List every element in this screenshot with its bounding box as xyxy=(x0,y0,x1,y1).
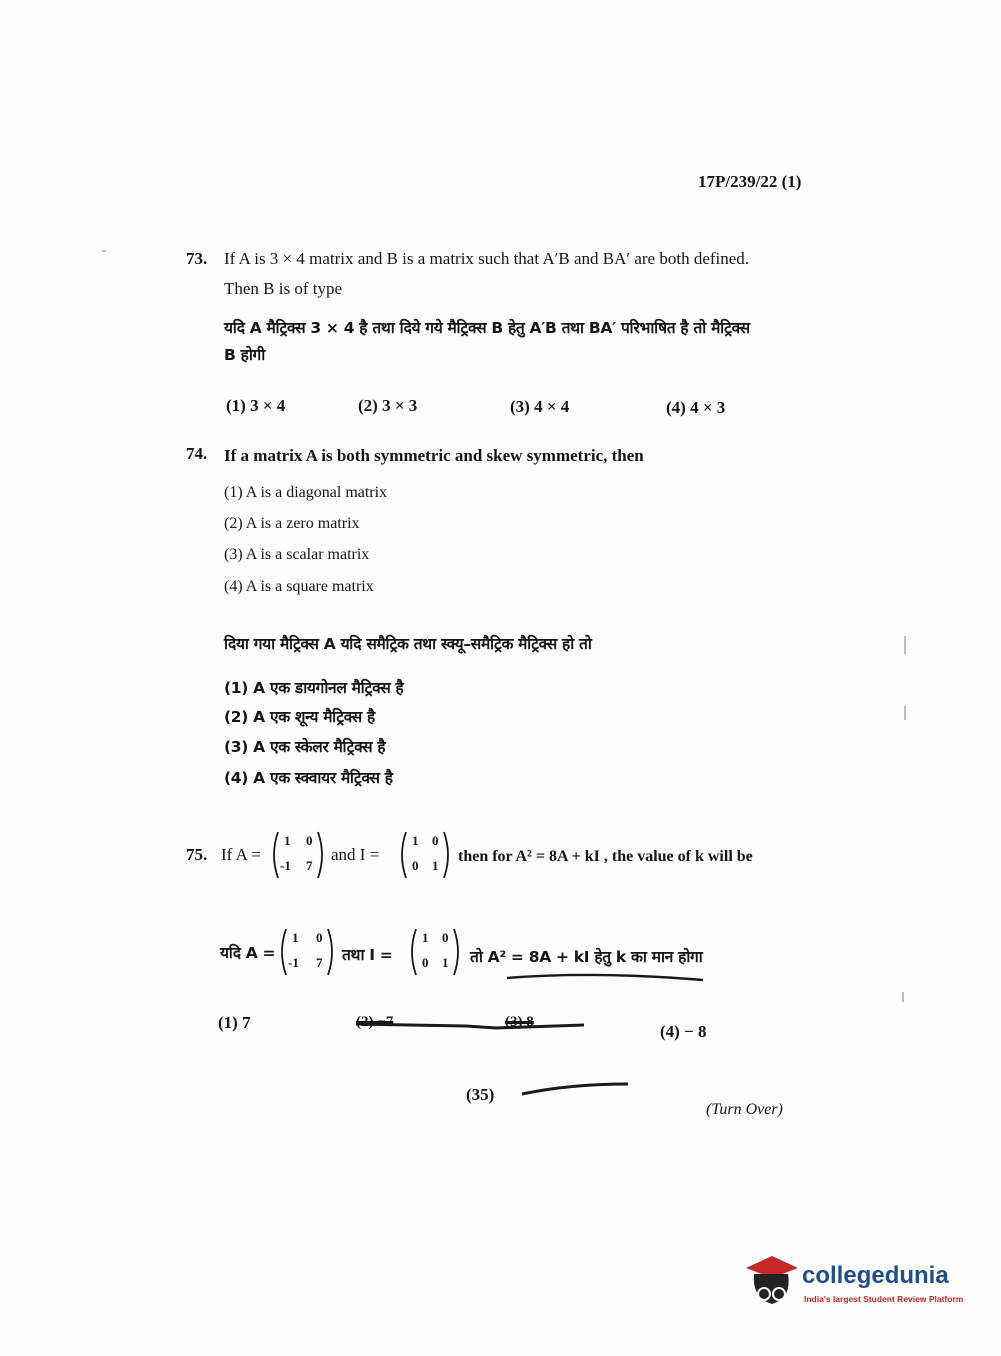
matrix-i-cell: 0 xyxy=(432,833,439,848)
q75-if-label: If A = xyxy=(221,845,261,864)
q75-option-3: (3) 8 xyxy=(505,1014,534,1030)
q73-option-1: (1) 3 × 4 xyxy=(226,396,286,415)
matrix-i-hi-cell: 1 xyxy=(422,930,429,945)
q73-text-en-1: If A is 3 × 4 matrix and B is a matrix such that A′B and BA′ are both defined. xyxy=(224,249,750,268)
matrix-i-hi-cell: 0 xyxy=(442,930,449,945)
matrix-a xyxy=(268,830,328,880)
q75-tail-en: then for A² = 8A + kI , the value of k will be xyxy=(458,848,753,865)
q75-hi-tail: तो A² = 8A + kI हेतु k का मान होगा xyxy=(470,948,703,966)
matrix-a-cell: -1 xyxy=(280,858,291,873)
page-number: (35) xyxy=(466,1085,495,1104)
q74-option-en-2: (2) A is a zero matrix xyxy=(224,515,360,532)
matrix-i-hi-cell: 1 xyxy=(442,955,449,970)
matrix-i-cell: 1 xyxy=(432,858,439,873)
matrix-a-hi xyxy=(276,927,338,977)
matrix-a-cell: 7 xyxy=(306,858,313,873)
matrix-i-hi xyxy=(406,927,464,977)
q74-option-hi-3: (3) A एक स्केलर मैट्रिक्स है xyxy=(224,738,386,756)
matrix-a-hi-cell: 7 xyxy=(316,955,323,970)
graduate-mascot-icon xyxy=(742,1254,800,1312)
q74-option-en-1: (1) A is a diagonal matrix xyxy=(224,484,388,501)
q75-and-label: and I = xyxy=(331,845,380,864)
q75-hi-if: यदि A = xyxy=(220,944,276,962)
matrix-i-hi-cell: 0 xyxy=(422,955,429,970)
strike-line-icon xyxy=(356,1018,586,1032)
q74-option-hi-4: (4) A एक स्क्वायर मैट्रिक्स है xyxy=(224,769,393,787)
paper-code: 17P/239/22 (1) xyxy=(698,172,802,191)
q73-option-4: (4) 4 × 3 xyxy=(666,398,726,417)
matrix-a-hi-cell: -1 xyxy=(288,955,299,970)
right-paren-icon xyxy=(316,830,328,880)
matrix-a-cell: 0 xyxy=(306,833,313,848)
q75-hi-tatha: तथा I = xyxy=(342,946,393,964)
right-paren-icon xyxy=(326,927,338,977)
q73-text-hi-1: यदि A मैट्रिक्स 3 × 4 है तथा दिये गये मैट्रिक्स B हेतु A′B तथा BA′ परिभाषित है तो मैट्रिक्स xyxy=(224,319,750,337)
q73-text-hi-2: B होगी xyxy=(224,346,265,364)
q74-option-hi-1: (1) A एक डायगोनल मैट्रिक्स है xyxy=(224,679,404,697)
underline-mark-icon xyxy=(505,968,705,984)
matrix-a-hi-cell: 1 xyxy=(292,930,299,945)
q73-number: 73. xyxy=(186,249,208,268)
matrix-i-cell: 0 xyxy=(412,858,419,873)
q74-text-hi: दिया गया मैट्रिक्स A यदि समैट्रिक तथा स्क्यू–समैट्रिक मैट्रिक्स हो तो xyxy=(224,635,592,653)
left-paren-icon xyxy=(396,830,408,880)
left-paren-icon xyxy=(406,927,418,977)
q75-option-1: (1) 7 xyxy=(218,1013,251,1032)
right-paren-icon xyxy=(442,830,454,880)
q74-number: 74. xyxy=(186,444,208,463)
q74-option-en-4: (4) A is a square matrix xyxy=(224,578,374,595)
turn-over: (Turn Over) xyxy=(706,1101,783,1118)
pen-stroke-icon xyxy=(520,1080,630,1098)
left-paren-icon xyxy=(268,830,280,880)
q73-option-2: (2) 3 × 3 xyxy=(358,396,418,415)
q75-option-4: (4) − 8 xyxy=(660,1022,707,1041)
q73-text-en-2: Then B is of type xyxy=(224,279,343,298)
left-paren-icon xyxy=(276,927,288,977)
matrix-a-cell: 1 xyxy=(284,833,291,848)
brand-name: collegedunia xyxy=(802,1262,949,1289)
q73-option-3: (3) 4 × 4 xyxy=(510,397,570,416)
q74-option-hi-2: (2) A एक शून्य मैट्रिक्स है xyxy=(224,708,375,726)
q74-text-en: If a matrix A is both symmetric and skew symmetric, then xyxy=(224,446,644,465)
q74-option-en-3: (3) A is a scalar matrix xyxy=(224,546,370,563)
brand-tagline: India's largest Student Review Platform xyxy=(804,1294,964,1304)
right-paren-icon xyxy=(452,927,464,977)
matrix-a-hi-cell: 0 xyxy=(316,930,323,945)
matrix-i-cell: 1 xyxy=(412,833,419,848)
q75-option-2: (2) −7 xyxy=(356,1014,394,1030)
matrix-i xyxy=(396,830,454,880)
collegedunia-watermark xyxy=(742,1254,972,1316)
q75-number: 75. xyxy=(186,845,208,864)
